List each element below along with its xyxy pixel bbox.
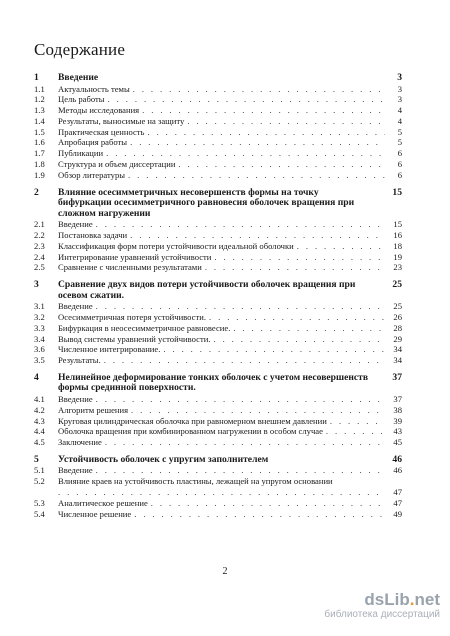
section-number: 2.4 bbox=[34, 251, 45, 262]
dot-leader bbox=[187, 116, 385, 127]
dot-leader bbox=[96, 394, 385, 405]
section-entry bbox=[34, 426, 402, 437]
dot-leader bbox=[326, 426, 385, 437]
chapter-number: 5 bbox=[34, 453, 39, 465]
section-title: Обзор литературы bbox=[58, 169, 126, 180]
section-title: Оболочка вращения при комбинированном нагружении в особом случае bbox=[58, 426, 323, 437]
section-number: 2.2 bbox=[34, 229, 45, 240]
dot-leader bbox=[134, 509, 385, 520]
section-entry bbox=[34, 252, 402, 263]
chapter-heading bbox=[34, 280, 402, 301]
section-title: Вывод системы уравнений устойчивости. bbox=[58, 333, 211, 344]
section-number: 1.1 bbox=[34, 83, 45, 94]
section-entry bbox=[34, 241, 402, 252]
section-page: 26 bbox=[393, 311, 402, 322]
chapter-title: Введение bbox=[58, 72, 99, 83]
section-page: 25 bbox=[393, 301, 402, 312]
dot-leader bbox=[105, 437, 385, 448]
section-entry bbox=[34, 476, 402, 487]
section-entry bbox=[34, 498, 402, 509]
section-title: Классификация форм потери устойчивости идеальной оболочки bbox=[58, 240, 294, 251]
dot-leader bbox=[209, 312, 385, 323]
section-number: 3.1 bbox=[34, 301, 45, 312]
table-of-contents bbox=[34, 66, 402, 519]
section-number: 1.8 bbox=[34, 159, 45, 170]
section-entry bbox=[34, 262, 402, 273]
chapter-page: 37 bbox=[392, 371, 402, 383]
section-title: Алгоритм решения bbox=[58, 404, 129, 415]
section-title: Введение bbox=[58, 465, 93, 476]
chapter-page: 15 bbox=[392, 186, 402, 198]
section-page: 23 bbox=[393, 262, 402, 273]
dot-leader bbox=[151, 498, 385, 509]
section-entry bbox=[34, 312, 402, 323]
dot-leader bbox=[133, 84, 385, 95]
section-entry bbox=[34, 84, 402, 95]
section-entry bbox=[34, 344, 402, 355]
section-number: 5.3 bbox=[34, 497, 45, 508]
section-page: 39 bbox=[393, 415, 402, 426]
chapter bbox=[34, 373, 402, 448]
section-number: 1.6 bbox=[34, 137, 45, 148]
section-entry bbox=[34, 405, 402, 416]
chapter-page: 3 bbox=[397, 72, 402, 83]
dot-leader bbox=[330, 416, 385, 427]
dot-leader bbox=[213, 334, 385, 345]
section-number: 3.3 bbox=[34, 322, 45, 333]
section-entry bbox=[34, 416, 402, 427]
section-title: Практическая ценность bbox=[58, 126, 145, 137]
section-title: Результаты, выносимые на защиту bbox=[58, 115, 185, 126]
section-page: 19 bbox=[393, 251, 402, 262]
section-title: Интегрирование уравнений устойчивости bbox=[58, 251, 212, 262]
section-page: 38 bbox=[393, 404, 402, 415]
section-number: 1.2 bbox=[34, 94, 45, 105]
section-page: 3 bbox=[397, 94, 402, 105]
section-number: 1.4 bbox=[34, 115, 45, 126]
section-page: 37 bbox=[393, 393, 402, 404]
watermark-logo: dsLib.net bbox=[364, 590, 440, 609]
section-page: 49 bbox=[393, 508, 402, 519]
dot-leader bbox=[233, 323, 385, 334]
section-entry bbox=[34, 301, 402, 312]
section-page: 29 bbox=[393, 333, 402, 344]
dot-leader bbox=[163, 344, 385, 355]
section-number: 2.3 bbox=[34, 240, 45, 251]
section-number: 1.3 bbox=[34, 105, 45, 116]
chapter-page: 46 bbox=[392, 453, 402, 465]
section-page: 16 bbox=[393, 229, 402, 240]
section-title: Цель работы bbox=[58, 94, 105, 105]
section-page: 46 bbox=[393, 465, 402, 476]
chapter-page: 25 bbox=[392, 279, 402, 291]
chapter-title: Влияние осесимметричных несовершенств формы на точку бифуркации осесимметричного равновесия оболочек вращения при сложном нагружении bbox=[58, 186, 355, 219]
chapter-title: Устойчивость оболочек с упругим заполнителем bbox=[58, 453, 269, 465]
chapter-number: 1 bbox=[34, 72, 39, 83]
section-entry bbox=[34, 465, 402, 476]
section-title: Аналитическое решение bbox=[58, 497, 148, 508]
section-entry bbox=[34, 159, 402, 170]
chapter-title: Нелинейное деформирование тонких оболочек с учетом несовершенств формы срединной поверхности. bbox=[58, 371, 369, 394]
section-entry bbox=[34, 116, 402, 127]
section-title: Бифуркация в неосесимметричное равновесие. bbox=[58, 322, 231, 333]
section-title: Введение bbox=[58, 301, 93, 312]
section-page: 5 bbox=[397, 126, 402, 137]
chapter bbox=[34, 455, 402, 519]
dot-leader bbox=[178, 159, 385, 170]
section-title: Сравнение с численными результатами bbox=[58, 262, 202, 273]
dot-leader bbox=[108, 94, 385, 105]
dot-leader bbox=[297, 241, 385, 252]
section-number: 3.2 bbox=[34, 311, 45, 322]
chapter-heading bbox=[34, 188, 402, 220]
section-title: Актуальность темы bbox=[58, 83, 130, 94]
section-number: 5.1 bbox=[34, 465, 45, 476]
section-entry bbox=[34, 148, 402, 159]
section-number: 3.5 bbox=[34, 355, 45, 366]
chapter bbox=[34, 73, 402, 181]
section-entry bbox=[34, 394, 402, 405]
dot-leader bbox=[96, 301, 385, 312]
chapter-heading bbox=[34, 373, 402, 394]
section-entry bbox=[34, 94, 402, 105]
section-number: 4.2 bbox=[34, 404, 45, 415]
chapter bbox=[34, 280, 402, 366]
section-number: 5.2 bbox=[34, 476, 45, 487]
dot-leader bbox=[130, 230, 385, 241]
section-number: 2.5 bbox=[34, 262, 45, 273]
section-page: 34 bbox=[393, 355, 402, 366]
chapter-number: 2 bbox=[34, 186, 39, 198]
chapter-number: 4 bbox=[34, 371, 39, 383]
section-entry-continuation bbox=[34, 487, 402, 498]
section-entry bbox=[34, 219, 402, 230]
section-number: 1.5 bbox=[34, 126, 45, 137]
section-page: 4 bbox=[397, 115, 402, 126]
section-number: 4.5 bbox=[34, 437, 45, 448]
section-page: 6 bbox=[397, 148, 402, 159]
section-entry bbox=[34, 105, 402, 116]
section-page: 4 bbox=[397, 105, 402, 116]
section-number: 1.7 bbox=[34, 148, 45, 159]
section-number: 5.4 bbox=[34, 508, 45, 519]
section-page: 43 bbox=[393, 426, 402, 437]
section-title: Влияние краев на устойчивость пластины, лежащей на упругом основании bbox=[58, 476, 333, 487]
section-page: 45 bbox=[393, 437, 402, 448]
section-number: 3.6 bbox=[34, 344, 45, 355]
dot-leader bbox=[214, 252, 385, 263]
section-page: 3 bbox=[397, 83, 402, 94]
section-entry bbox=[34, 230, 402, 241]
section-entry bbox=[34, 334, 402, 345]
chapter-title: Сравнение двух видов потери устойчивости оболочек вращения при осевом сжатии. bbox=[58, 279, 356, 301]
section-page: 47 bbox=[393, 487, 402, 498]
watermark bbox=[324, 591, 440, 621]
section-page: 34 bbox=[393, 344, 402, 355]
section-page: 6 bbox=[397, 159, 402, 170]
section-title: Введение bbox=[58, 219, 93, 230]
chapter-number: 3 bbox=[34, 279, 39, 291]
section-number: 3.4 bbox=[34, 333, 45, 344]
dot-leader bbox=[96, 219, 385, 230]
chapter bbox=[34, 188, 402, 273]
section-number: 4.1 bbox=[34, 393, 45, 404]
chapter-heading bbox=[34, 73, 402, 84]
section-page: 6 bbox=[397, 169, 402, 180]
section-title: Структура и объем диссертации bbox=[58, 159, 176, 170]
dot-leader bbox=[128, 170, 385, 181]
section-title: Круговая цилиндрическая оболочка при равномерном внешнем давлении bbox=[58, 415, 327, 426]
section-entry bbox=[34, 127, 402, 138]
section-page: 28 bbox=[393, 322, 402, 333]
section-number: 1.9 bbox=[34, 169, 45, 180]
page-number: 2 bbox=[222, 566, 228, 577]
section-title: Введение bbox=[58, 393, 93, 404]
section-title: Численное интегрирование. bbox=[58, 344, 161, 355]
page-title: Содержание bbox=[34, 40, 126, 59]
section-entry bbox=[34, 323, 402, 334]
section-page: 15 bbox=[393, 219, 402, 230]
section-title: Методы исследования bbox=[58, 105, 140, 116]
section-page: 5 bbox=[397, 137, 402, 148]
dot-leader bbox=[142, 105, 385, 116]
dot-leader bbox=[205, 262, 385, 273]
section-number: 4.3 bbox=[34, 415, 45, 426]
section-title: Заключение bbox=[58, 437, 102, 448]
dot-leader bbox=[58, 487, 385, 498]
chapter-heading bbox=[34, 455, 402, 466]
section-page: 18 bbox=[393, 240, 402, 251]
watermark-subtitle: библиотека диссертаций bbox=[324, 609, 440, 620]
section-title: Апробация работы bbox=[58, 137, 128, 148]
section-entry bbox=[34, 137, 402, 148]
section-entry bbox=[34, 437, 402, 448]
section-page: 47 bbox=[393, 497, 402, 508]
dot-leader bbox=[104, 355, 385, 366]
section-number: 4.4 bbox=[34, 426, 45, 437]
section-number: 2.1 bbox=[34, 219, 45, 230]
section-title: Публикации bbox=[58, 148, 104, 159]
dot-leader bbox=[147, 127, 385, 138]
section-title: Численное решение bbox=[58, 508, 132, 519]
dot-leader bbox=[96, 465, 385, 476]
section-entry bbox=[34, 170, 402, 181]
section-title: Постановка задачи bbox=[58, 229, 128, 240]
dot-leader bbox=[131, 405, 385, 416]
section-entry bbox=[34, 509, 402, 520]
section-title: Результаты. bbox=[58, 355, 101, 366]
section-entry bbox=[34, 355, 402, 366]
section-title: Осесимметричная потеря устойчивости. bbox=[58, 311, 206, 322]
dot-leader bbox=[130, 137, 385, 148]
dot-leader bbox=[106, 148, 385, 159]
